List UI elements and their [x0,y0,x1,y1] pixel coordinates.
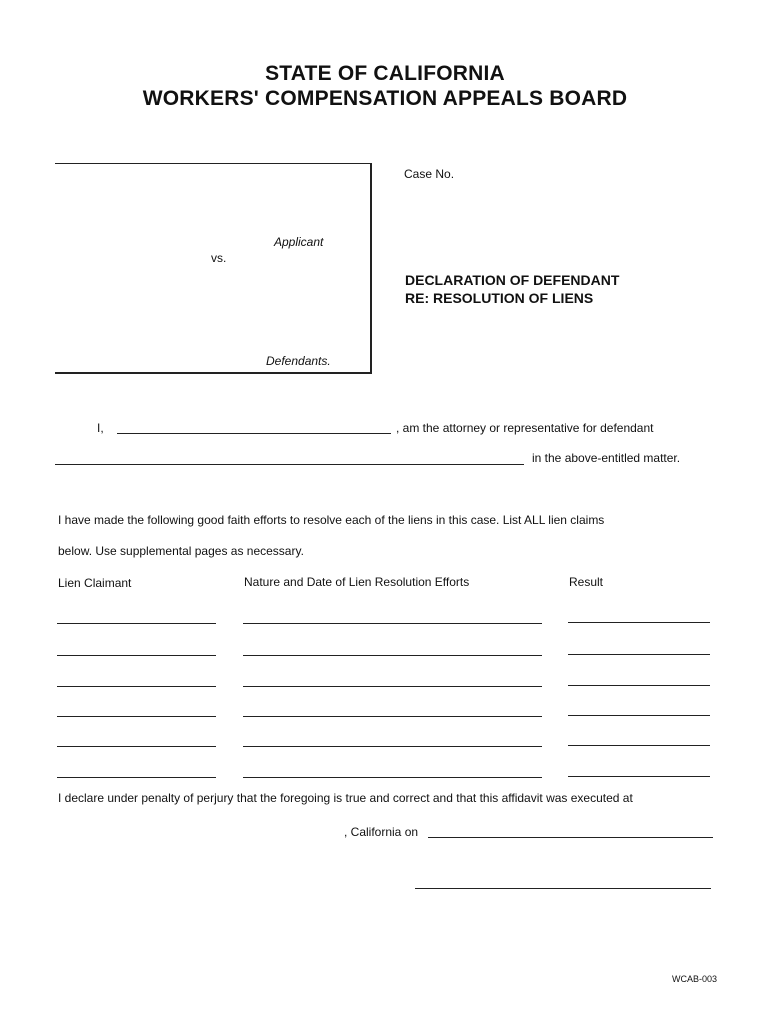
header-result: Result [569,575,604,589]
result-field[interactable] [568,776,710,777]
case-no-label: Case No. [404,167,455,181]
defendants-label: Defendants. [266,354,331,368]
doc-title-line2: RE: RESOLUTION OF LIENS [405,290,594,306]
doc-title-line1: DECLARATION OF DEFENDANT [405,272,620,288]
result-field[interactable] [568,654,710,655]
defendant-name-field[interactable] [55,464,524,465]
lien-claimant-field[interactable] [57,716,216,717]
result-field[interactable] [568,622,710,623]
result-field[interactable] [568,715,710,716]
form-code: WCAB-003 [672,974,718,984]
result-field[interactable] [568,685,710,686]
vs-label: vs. [211,251,227,265]
attorney-name-field[interactable] [117,433,391,434]
declaration-date-field[interactable] [428,837,713,838]
applicant-label: Applicant [274,235,324,249]
resolution-efforts-field[interactable] [243,655,542,656]
attorney-role-text: , am the attorney or representative for defendant [396,421,654,435]
lien-claimant-field[interactable] [57,623,216,624]
header-lien-claimant: Lien Claimant [58,576,132,590]
resolution-efforts-field[interactable] [243,746,542,747]
resolution-efforts-field[interactable] [243,686,542,687]
resolution-efforts-field[interactable] [243,716,542,717]
lien-claimant-field[interactable] [57,777,216,778]
declaration-text: I declare under penalty of perjury that the foregoing is true and correct and that this affidavit was executed at [58,791,633,805]
result-field[interactable] [568,745,710,746]
page-title-line1: STATE OF CALIFORNIA [265,62,505,85]
caption-box [55,163,372,374]
page-title-line2: WORKERS' COMPENSATION APPEALS BOARD [142,87,628,110]
lien-claimant-field[interactable] [57,746,216,747]
matter-text: in the above-entitled matter. [532,451,681,465]
california-on-text: , California on [344,825,419,839]
efforts-line2: below. Use supplemental pages as necessary. [58,544,304,558]
resolution-efforts-field[interactable] [243,623,542,624]
header-resolution-efforts: Nature and Date of Lien Resolution Efforts [244,575,470,589]
signature-field[interactable] [415,888,711,889]
i-label: I, [97,421,104,435]
lien-claimant-field[interactable] [57,655,216,656]
resolution-efforts-field[interactable] [243,777,542,778]
efforts-line1: I have made the following good faith efforts to resolve each of the liens in this case. List ALL lien claims [58,513,605,527]
lien-claimant-field[interactable] [57,686,216,687]
